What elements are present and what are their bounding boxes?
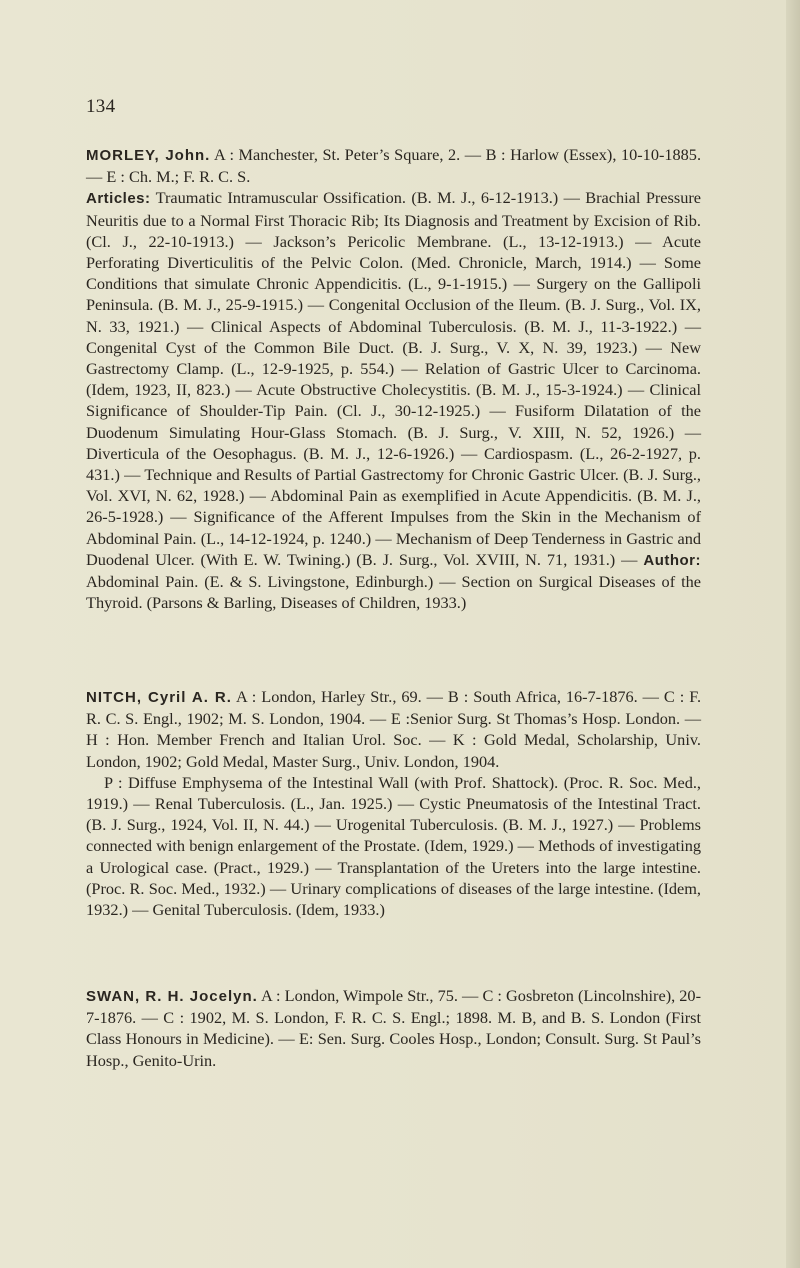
entry-name: NITCH, Cyril A. R. [86,689,232,706]
entry-header [86,144,701,187]
entry-header [86,985,701,1071]
page-edge [786,0,800,1268]
entry-articles [86,187,701,613]
page-number: 134 [86,96,116,117]
entry-swan [86,985,701,1071]
entry-details: A : Manchester, St. Peter’s Square, 2. — B : Harlow (Essex), 10-10-1885. — E : Ch. M.; F. R. C. S. [86,145,702,187]
entry-header [86,686,701,772]
entry-details: A : London, Harley Str., 69. — B : South Africa, 16-7-1876. — C : F. R. C. S. Engl., 1902; M. S. London, 1904. — E :Senior Surg. St Thomas’s Hosp. London. — H : Hon. Member French and Italian Urol. Soc. — K : Gold Medal, Scholarship, Univ. London, 1902; Gold Medal, Master Surg., Univ. London, 1904. [86,687,702,771]
entry-morley [86,144,701,613]
entry-details: A : London, Wimpole Str., 75. — C : Gosbreton (Lincolnshire), 20-7-1876. — C : 1902, M. S. London, F. R. C. S. Engl.; 1898. M. B, and B. S. London (First Class Honours in Medicine). — E: Sen. Surg. Cooles Hosp., London; Consult. Surg. St Paul’s Hosp., Genito-Urin. [86,986,701,1070]
author-text: Abdominal Pain. (E. & S. Livingstone, Edinburgh.) — Section on Surgical Diseases of the Thyroid. (Parsons & Barling, Diseases of Children, 1933.) [86,572,701,613]
entry-nitch [86,686,701,920]
entry-publications: P : Diffuse Emphysema of the Intestinal Wall (with Prof. Shattock). (Proc. R. Soc. Med., 1919.) — Renal Tuberculosis. (L., Jan. 1925.) — Cystic Pneumatosis of the Intestinal Tract. (B. J. Surg., 1924, Vol. II, N. 44.) — Urogenital Tuberculosis. (B. M. J., 1927.) — Problems connected with benign enlargement of the Prostate. (Idem, 1929.) — Methods of investigating a Urological case. (Pract., 1929.) — Transplantation of the Ureters into the large intestine. (Proc. R. Soc. Med., 1932.) — Urinary complications of diseases of the large intestine. (Idem, 1932.) — Genital Tuberculosis. (Idem, 1933.) [86,772,701,920]
articles-text: Traumatic Intramuscular Ossification. (B. M. J., 6-12-1913.) — Brachial Pressure Neuritis due to a Normal First Thoracic Rib; Its Diagnosis and Treatment by Excision of Rib. (Cl. J., 22-10-1913.) — Jackson’s Pericolic Membrane. (L., 13-12-1913.) — Acute Perforating Diverticulitis of the Pelvic Colon. (Med. Chronicle, March, 1914.) — Some Conditions that simulate Chronic Appendicitis. (L., 9-1-1915.) — Surgery on the Gallipoli Peninsula. (B. M. J., 25-9-1915.) — Congenital Occlusion of the Ileum. (B. J. Surg., Vol. IX, N. 33, 1921.) — Clinical Aspects of Abdominal Tuberculosis. (B. M. J., 11-3-1922.) — Congenital Cyst of the Common Bile Duct. (B. J. Surg., V. X, N. 39, 1923.) — New Gastrectomy Clamp. (L., 12-9-1925, p. 554.) — Relation of Gastric Ulcer to Carcinoma. (Idem, 1923, II, 823.) — Acute Obstructive Cholecystitis. (B. M. J., 15-3-1924.) — Clinical Significance of Shoulder-Tip Pain. (Cl. J., 30-12-1925.) — Fusiform Dilatation of the Duodenum Simulating Hour-Glass Stomach. (B. J. Surg., V. XIII, N. 52, 1926.) — Diverticula of the Oesophagus. (B. M. J., 12-6-1926.) — Cardiospasm. (L., 26-2-1927, p. 431.) — Technique and Results of Partial Gastrectomy for Chronic Gastric Ulcer. (B. J. Surg., Vol. XVI, N. 62, 1928.) — Abdominal Pain as exemplified in Acute Appendicitis. (B. M. J., 26-5-1928.) — Significance of the Afferent Impulses from the Skin in the Mechanism of Abdominal Pain. (L., 14-12-1924, p. 1240.) — Mechanism of Deep Tenderness in Gastric and Duodenal Ulcer. (With E. W. Twining.) (B. J. Surg., Vol. XVIII, N. 71, 1931.) — [86,188,701,569]
author-label: Author: [643,551,702,569]
articles-label: Articles: [86,190,151,208]
entry-name: MORLEY, John. [86,147,211,164]
entry-name: SWAN, R. H. Jocelyn. [86,988,258,1005]
